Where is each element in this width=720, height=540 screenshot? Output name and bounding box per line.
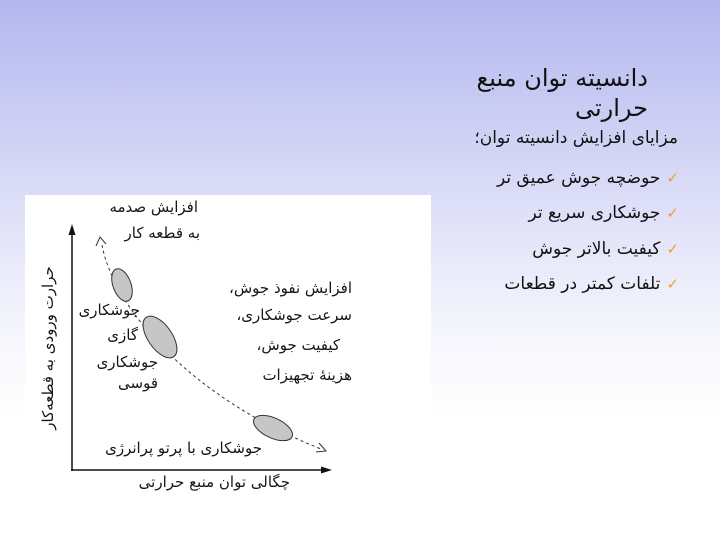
damage-label-line-2: به قطعه کار <box>124 224 200 242</box>
bullet-text: حوضچه جوش عمیق تر <box>496 168 661 188</box>
heat-input-diagram <box>25 195 431 493</box>
bullet-item <box>497 273 679 295</box>
trend-arrow-up <box>96 237 106 246</box>
benefits-label-line-2: سرعت جوشکاری، <box>236 306 352 324</box>
damage-label-line-1: افزایش صدمه <box>109 198 198 216</box>
check-icon: ✓ <box>666 169 679 187</box>
bullet-text: تلفات کمتر در قطعات <box>504 273 661 294</box>
check-icon: ✓ <box>666 239 679 258</box>
check-icon: ✓ <box>666 274 679 293</box>
intro-text: مزایای افزایش دانسیته توان؛ <box>474 128 678 148</box>
slide-title-line-1: دانسیته توان منبع <box>476 64 648 92</box>
check-icon: ✓ <box>666 204 679 223</box>
bullet-text: کیفیت بالاتر جوش <box>532 238 661 259</box>
bullet-item <box>497 202 679 224</box>
y-axis-label: حرارت ورودی به قطعه‌کار <box>39 266 57 430</box>
slide-title <box>476 63 648 123</box>
bullet-list <box>497 167 679 308</box>
x-axis-label: چگالی توان منبع حرارتی <box>138 473 290 491</box>
gas-welding-label-line-2: گازی <box>107 326 138 344</box>
gas-welding-ellipse <box>108 266 137 304</box>
y-axis-arrowhead <box>69 224 76 235</box>
beam-welding-label: جوشکاری با پرتو پرانرژی <box>105 439 262 457</box>
bullet-text: جوشکاری سریع تر <box>528 203 661 224</box>
gas-welding-label-line-1: جوشکاری <box>78 301 140 319</box>
bullet-item <box>497 238 679 260</box>
bullet-item <box>497 167 679 189</box>
x-axis-arrowhead <box>321 467 332 474</box>
arc-welding-label-line-2: قوسی <box>118 374 158 392</box>
arc-welding-label-line-1: جوشکاری <box>96 353 158 371</box>
benefits-label-line-1: افزایش نفوذ جوش، <box>229 279 352 297</box>
slide-title-line-2: حرارتی <box>574 94 648 122</box>
benefits-label-line-4: هزینهٔ تجهیزات <box>262 366 352 384</box>
benefits-label-line-3: کیفیت جوش، <box>256 336 340 354</box>
